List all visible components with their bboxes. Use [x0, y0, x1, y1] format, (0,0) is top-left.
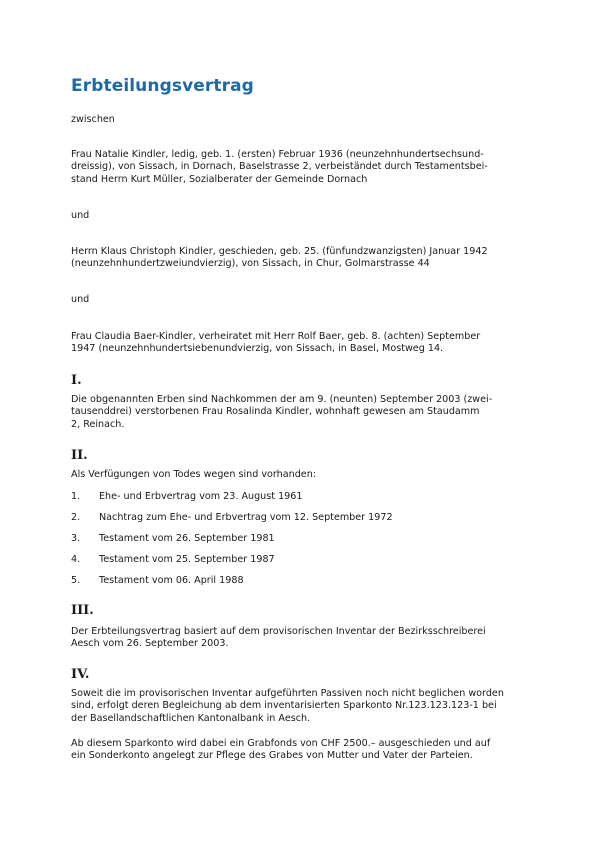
party-1-line: Frau Natalie Kindler, ledig, geb. 1. (ersten) Februar 1936 (neunzehnhundertsechsund- — [71, 149, 484, 160]
section-4-line: ein Sonderkonto angelegt zur Pflege des Grabes von Mutter und Vater der Parteien. — [71, 750, 473, 762]
section-3-line: Der Erbteilungsvertrag basiert auf dem provisorischen Inventar der Bezirksschreiberei — [71, 626, 486, 637]
section-2-intro: Als Verfügungen von Todes wegen sind vorhanden: — [71, 469, 317, 480]
section-1-text — [71, 394, 526, 431]
list-item-text: Nachtrag zum Ehe- und Erbvertrag vom 12. September 1972 — [99, 512, 393, 523]
party-2-line: Herrn Klaus Christoph Kindler, geschieden, geb. 25. (fünfundzwanzigsten) Januar 1942 — [71, 246, 488, 257]
list-item-number: 1. — [71, 491, 81, 502]
party-2 — [71, 246, 526, 271]
list-item-number: 4. — [71, 554, 81, 565]
list-item-text: Testament vom 26. September 1981 — [99, 533, 275, 544]
party-3 — [71, 331, 526, 356]
section-4-line: Soweit die im provisorischen Inventar aufgeführten Passiven noch nicht beglichen worden — [71, 688, 504, 699]
section-1-line: tausenddrei) verstorbenen Frau Rosalinda Kindler, wohnhaft gewesen am Staudamm — [71, 406, 480, 418]
section-1-line: 2, Reinach. — [71, 418, 125, 430]
section-heading-3: III. — [71, 603, 94, 618]
list-item-text: Testament vom 06. April 1988 — [99, 575, 244, 586]
list-item-number: 5. — [71, 575, 81, 586]
list-item-number: 2. — [71, 512, 81, 523]
section-4-line: sind, erfolgt deren Begleichung ab dem inventarisierten Sparkonto Nr.123.123.123-1 bei — [71, 700, 497, 712]
party-1-line: stand Herrn Kurt Müller, Sozialberater der Gemeinde Dornach — [71, 173, 368, 185]
section-4-paragraph-2 — [71, 738, 526, 763]
intro-text: zwischen — [71, 114, 115, 125]
document-title: Erbteilungsvertrag — [71, 76, 254, 96]
section-4-paragraph-1 — [71, 688, 526, 725]
list-item-text: Ehe- und Erbvertrag vom 23. August 1961 — [99, 491, 303, 502]
section-heading-1: I. — [71, 373, 82, 388]
party-1-line: dreissig), von Sissach, in Dornach, Baselstrasse 2, verbeiständet durch Testamentsbei- — [71, 161, 488, 173]
section-4-line: Ab diesem Sparkonto wird dabei ein Grabfonds von CHF 2500.– ausgeschieden und auf — [71, 738, 491, 749]
section-4-line: der Basellandschaftlichen Kantonalbank in Aesch. — [71, 712, 311, 724]
section-1-line: Die obgenannten Erben sind Nachkommen der am 9. (neunten) September 2003 (zwei- — [71, 394, 493, 405]
party-1 — [71, 149, 526, 186]
und-separator: und — [71, 294, 90, 305]
section-heading-2: II. — [71, 448, 88, 463]
party-3-line: 1947 (neunzehnhundertsiebenundvierzig, von Sissach, in Basel, Mostweg 14. — [71, 343, 444, 355]
party-3-line: Frau Claudia Baer-Kindler, verheiratet mit Herr Rolf Baer, geb. 8. (achten) September — [71, 331, 481, 342]
party-2-line: (neunzehnhundertzweiundvierzig), von Sissach, in Chur, Golmarstrasse 44 — [71, 258, 430, 270]
und-separator: und — [71, 210, 90, 221]
section-3-line: Aesch vom 26. September 2003. — [71, 638, 229, 650]
list-item-text: Testament vom 25. September 1987 — [99, 554, 275, 565]
section-heading-4: IV. — [71, 667, 90, 682]
section-3-text — [71, 626, 526, 651]
list-item-number: 3. — [71, 533, 81, 544]
